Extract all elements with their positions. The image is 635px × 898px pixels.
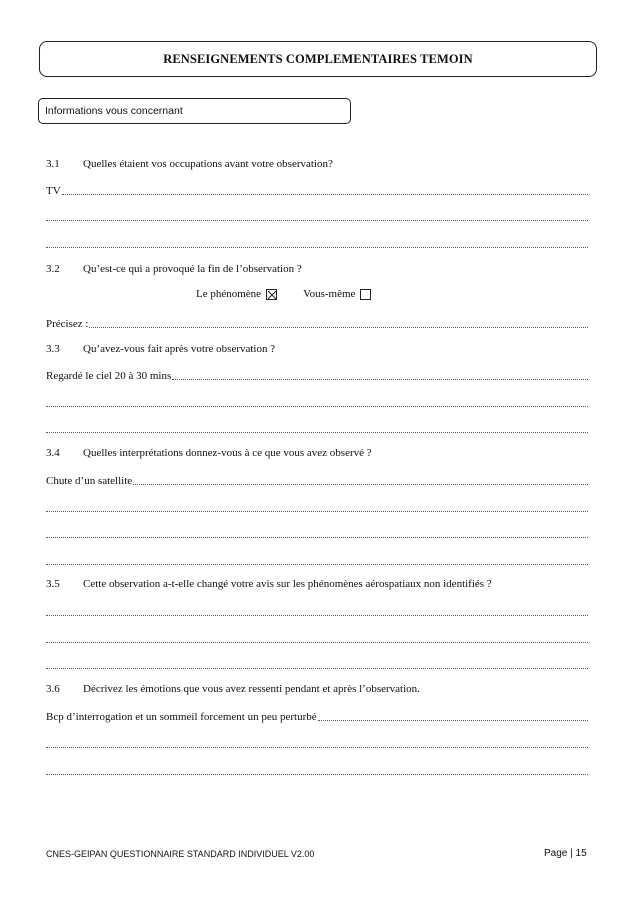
answer-line[interactable]: [46, 527, 588, 540]
end-cause-options: [196, 288, 371, 300]
question-3-1: [46, 158, 333, 170]
dotted-rule: [46, 246, 588, 248]
answer-line[interactable]: [46, 369, 588, 382]
dotted-rule: [46, 614, 588, 616]
answer-text: Regardé le ciel 20 à 30 mins: [46, 370, 172, 382]
answer-text: Chute d’un satellite: [46, 475, 133, 487]
option-phenomene-checkbox[interactable]: [266, 289, 277, 300]
dotted-rule: [318, 719, 588, 721]
answer-line[interactable]: [46, 210, 588, 223]
answer-line[interactable]: [46, 396, 588, 409]
answer-line[interactable]: [46, 710, 588, 723]
answer-line[interactable]: [46, 501, 588, 514]
dotted-rule: [89, 326, 588, 328]
answer-line[interactable]: [46, 764, 588, 777]
page-title: [39, 41, 597, 77]
answer-line[interactable]: [46, 658, 588, 671]
answer-line[interactable]: [46, 554, 588, 567]
question-number: 3.6: [46, 683, 60, 695]
dotted-rule: [46, 563, 588, 565]
dotted-rule: [46, 773, 588, 775]
option-phenomene-label: Le phénomène: [196, 288, 262, 300]
question-3-2: [46, 263, 302, 275]
cross-mark-icon: [267, 290, 278, 301]
question-3-3: [46, 343, 275, 355]
question-text: Qu’avez-vous fait après votre observation ?: [83, 343, 276, 355]
question-number: 3.1: [46, 158, 60, 170]
dotted-rule: [46, 667, 588, 669]
dotted-rule: [46, 536, 588, 538]
answer-line[interactable]: [46, 605, 588, 618]
question-3-5: [46, 578, 492, 590]
question-text: Qu’est-ce qui a provoqué la fin de l’observation ?: [83, 263, 302, 275]
precisez-line[interactable]: [46, 317, 588, 330]
question-number: 3.2: [46, 263, 60, 275]
dotted-rule: [46, 405, 588, 407]
question-text: Quelles étaient vos occupations avant votre observation?: [83, 158, 333, 170]
dotted-rule: [172, 378, 588, 380]
section-label: Informations vous concernant: [45, 105, 183, 117]
answer-line[interactable]: [46, 474, 588, 487]
question-number: 3.3: [46, 343, 60, 355]
answer-line[interactable]: [46, 237, 588, 250]
precisez-label: Précisez :: [46, 318, 89, 330]
footer-page-number: Page | 15: [544, 848, 587, 859]
section-header: [38, 98, 351, 124]
answer-line[interactable]: [46, 184, 588, 197]
dotted-rule: [46, 641, 588, 643]
question-text: Cette observation a-t-elle changé votre avis sur les phénomènes aérospatiaux non identifiés ?: [83, 578, 492, 590]
dotted-rule: [46, 431, 588, 433]
dotted-rule: [133, 483, 588, 485]
question-number: 3.4: [46, 447, 60, 459]
answer-text: TV: [46, 185, 61, 197]
footer-document-id: CNES-GEIPAN QUESTIONNAIRE STANDARD INDIVIDUEL V2.00: [46, 849, 315, 859]
option-vous-label: Vous-même: [303, 288, 356, 300]
dotted-rule: [46, 746, 588, 748]
dotted-rule: [62, 193, 588, 195]
page-title-text: RENSEIGNEMENTS COMPLEMENTAIRES TEMOIN: [163, 51, 473, 66]
answer-line[interactable]: [46, 422, 588, 435]
question-3-6: [46, 683, 420, 695]
question-3-4: [46, 447, 372, 459]
option-vous-checkbox[interactable]: [360, 289, 371, 300]
answer-text: Bcp d’interrogation et un sommeil forcement un peu perturbé: [46, 711, 317, 723]
question-number: 3.5: [46, 578, 60, 590]
dotted-rule: [46, 219, 588, 221]
question-text: Décrivez les émotions que vous avez ressenti pendant et après l’observation.: [83, 683, 420, 695]
question-text: Quelles interprétations donnez-vous à ce que vous avez observé ?: [83, 447, 372, 459]
dotted-rule: [46, 510, 588, 512]
answer-line[interactable]: [46, 632, 588, 645]
answer-line[interactable]: [46, 737, 588, 750]
